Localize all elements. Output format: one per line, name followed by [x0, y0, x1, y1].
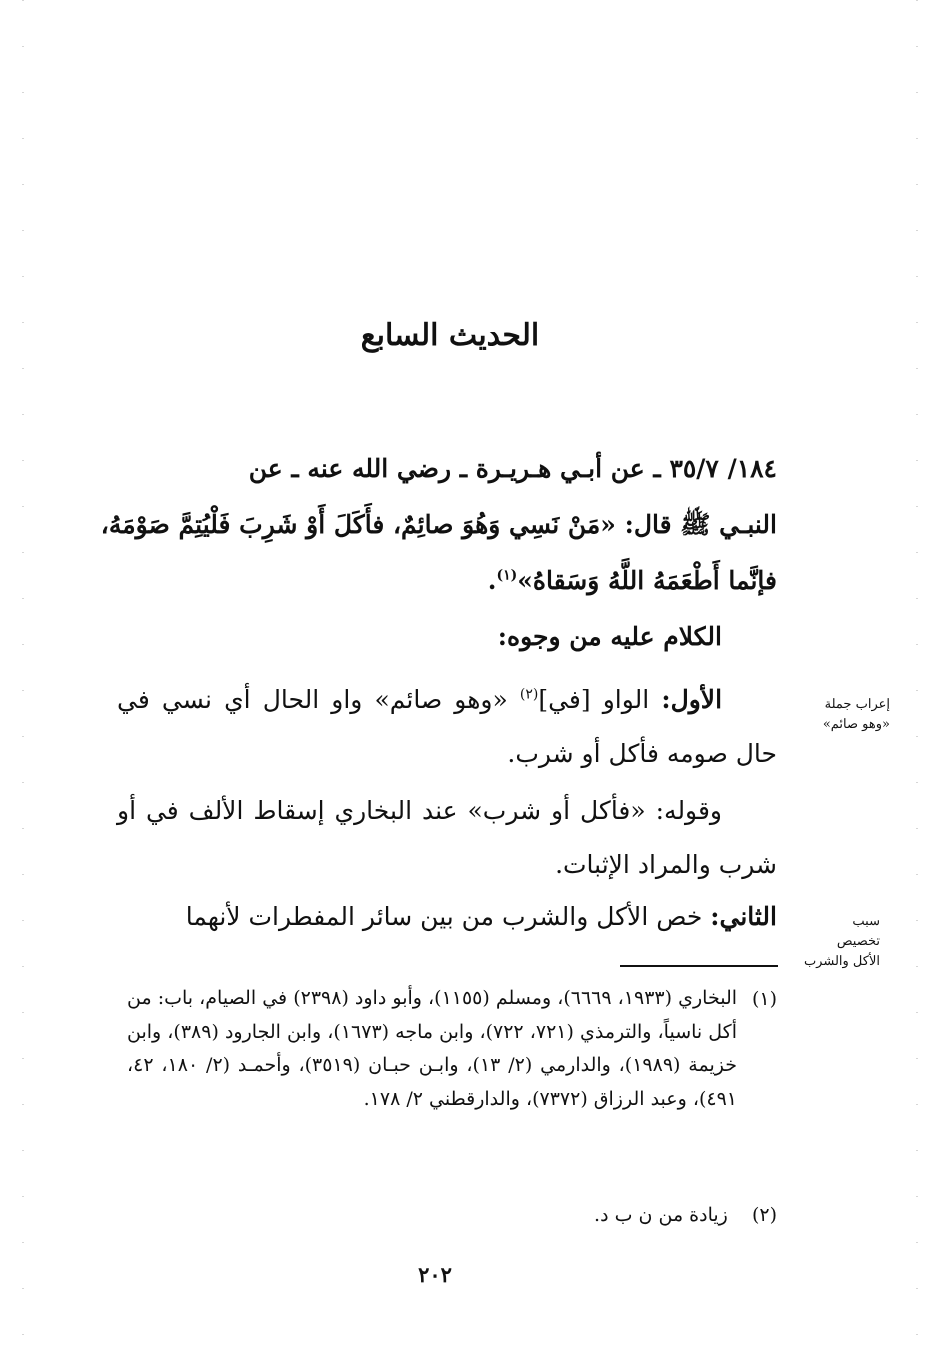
qawluh-text: وقوله: «فأكل أو شرب» عند البخاري إسقاط الألف في أو شرب والمراد الإثبات.: [117, 796, 777, 879]
scan-artifact-right: [916, 0, 918, 1363]
margin-note-irab-line-1: إعراب جملة: [824, 697, 890, 712]
page-number: ٢٠٢: [418, 1262, 452, 1287]
second-point-paragraph: [131, 900, 777, 934]
hadith-line-3: [488, 564, 777, 598]
margin-note-reason-line-2: تخصيص: [836, 934, 880, 949]
margin-note-reason-line-3: الأكل والشرب: [803, 954, 880, 969]
hadith-line-2: النبـي ﷺ قال: «مَنْ نَسِي وَهُوَ صائِمٌ، فأَكَلَ أَوْ شَرِبَ فَلْيُتِمَّ صَوْمَهُ،: [100, 510, 777, 539]
footnote-ref-1: (١): [496, 567, 518, 584]
footnote-separator: [620, 965, 778, 967]
margin-note-irab: [823, 695, 890, 735]
footnote-2-text: زيادة من ن ب د.: [594, 1204, 728, 1226]
margin-note-irab-line-2: «وهو صائم»: [822, 717, 890, 732]
margin-note-reason: [804, 912, 880, 972]
hadith-line-3-end: .: [487, 566, 497, 595]
footnote-ref-2: (٢): [519, 686, 539, 703]
footnote-2-marker: (٢): [751, 1204, 777, 1226]
chapter-title: الحديث السابع: [360, 318, 540, 353]
qawluh-paragraph: [117, 784, 777, 892]
second-point-label: الثاني:: [710, 902, 777, 931]
footnote-1-marker: (١): [751, 988, 777, 1010]
second-point-text: خص الأكل والشرب من بين سائر المفطرات لأنهما: [185, 902, 703, 931]
footnote-1-text: البخاري (١٩٣٣، ٦٦٦٩)، ومسلم (١١٥٥)، وأبو داود (٢٣٩٨) في الصيام، باب: من أكل ناسياً، والترمذي (٧٢١، ٧٢٢)، وابن ماجه (١٦٧٣)، وابن الجارود (٣٨٩)، وابن خزيمة (١٩٨٩)، والدارمي (٢/ ١٣)، وابـن حبـان (٣٥١٩)، وأحمـد (٢/ ١٨٠، ٤٢، ٤٩١)، وعبد الرزاق (٧٣٧٢)، والدارقطني ٢/ ١٧٨.: [127, 987, 738, 1110]
margin-note-reason-line-1: سبب: [852, 914, 880, 929]
hadith-line-1: ١٨٤/ ٣٥/٧ ـ عن أبـي هـريـرة ـ رضي الله عنه ـ عن: [248, 454, 777, 483]
first-point-paragraph: [117, 673, 777, 781]
scan-artifact-left: [22, 0, 24, 1363]
first-point-text-a: الواو [في]: [538, 685, 650, 714]
first-point-label: الأول:: [661, 685, 723, 714]
footnote-2: [594, 1198, 777, 1232]
hadith-line-3-text: فإنَّما أَطْعَمَهُ اللَّهُ وَسَقاهُ»: [517, 566, 777, 595]
section-heading: الكلام عليه من وجوه:: [497, 622, 722, 651]
first-point-text-b: «وهو صائم» واو الحال أي نسي في حال صومه فأكل أو شرب.: [117, 685, 777, 768]
